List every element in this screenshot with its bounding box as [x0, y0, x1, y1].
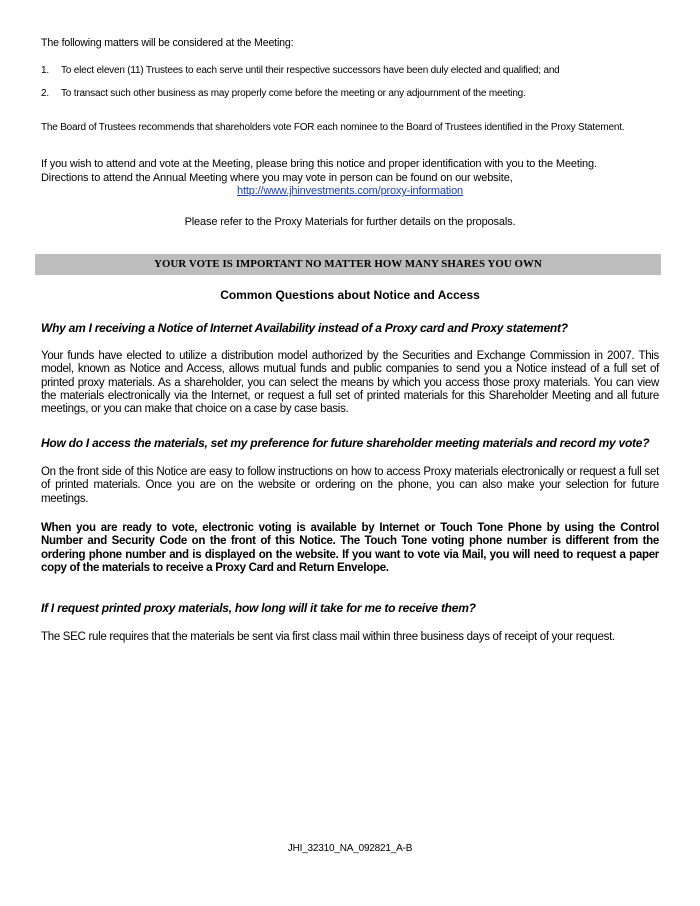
- answer-1: Your funds have elected to utilize a distribution model authorized by the Securities and Exchange Commission in 2007. This model, known as Notice and Access, allows mutual funds and public companies to send you a Notice instead of a full set of printed proxy materials. As a shareholder, you can select the means by which you access those proxy materials. You can view the materials electronically via the Internet, or request a full set of printed materials for this Shareholder Meeting and all future meetings, or you can make that choice on a case by case basis.: [41, 350, 659, 416]
- proxy-information-link[interactable]: http://www.jhinvestments.com/proxy-information: [236, 185, 464, 197]
- matter-text: To elect eleven (11) Trustees to each serve until their respective successors have been duly elected and qualified; and: [61, 65, 560, 76]
- faq-title: Common Questions about Notice and Access: [220, 288, 480, 302]
- matter-text: To transact such other business as may properly come before the meeting or any adjournment of the meeting.: [61, 88, 526, 99]
- intro-text: The following matters will be considered at the Meeting:: [41, 37, 294, 49]
- answer-2-voting-details: When you are ready to vote, electronic voting is available by Internet or Touch Tone Phone by using the Control Number and Security Code on the front of this Notice. The Touch Tone voting phone number is different from the ordering phone number and is displayed on the website. If you want to vote via Mail, you will need to request a paper copy of the materials to receive a Proxy Card and Return Envelope.: [41, 522, 659, 574]
- matter-number: 1.: [41, 65, 49, 76]
- refer-text: Please refer to the Proxy Materials for further details on the proposals.: [184, 216, 516, 228]
- attend-line-2: Directions to attend the Annual Meeting where you may vote in person can be found on our website,: [41, 171, 513, 184]
- matter-item-2: [41, 88, 526, 99]
- answer-3: The SEC rule requires that the materials be sent via first class mail within three business days of receipt of your request.: [41, 631, 615, 643]
- answer-2: On the front side of this Notice are easy to follow instructions on how to access Proxy materials electronically or request a full set of printed materials. Once you are on the website or ordering on the phone, you can also make your selection for future meetings.: [41, 466, 659, 505]
- question-1: Why am I receiving a Notice of Internet Availability instead of a Proxy card and Proxy statement?: [41, 321, 568, 335]
- board-recommendation: The Board of Trustees recommends that shareholders vote FOR each nominee to the Board of Trustees identified in the Proxy Statement.: [41, 122, 625, 133]
- question-2: How do I access the materials, set my preference for future shareholder meeting materials and record my vote?: [41, 436, 650, 450]
- matter-item-1: [41, 65, 560, 76]
- matter-number: 2.: [41, 88, 49, 99]
- attend-instructions: [41, 158, 597, 185]
- vote-important-banner: YOUR VOTE IS IMPORTANT NO MATTER HOW MANY SHARES YOU OWN: [35, 254, 661, 275]
- footer-document-code: JHI_32310_NA_092821_A-B: [287, 843, 413, 854]
- question-3: If I request printed proxy materials, how long will it take for me to receive them?: [41, 601, 476, 615]
- attend-line-1: If you wish to attend and vote at the Meeting, please bring this notice and proper identification with you to the Meeting.: [41, 158, 597, 170]
- website-link-row: [0, 185, 700, 197]
